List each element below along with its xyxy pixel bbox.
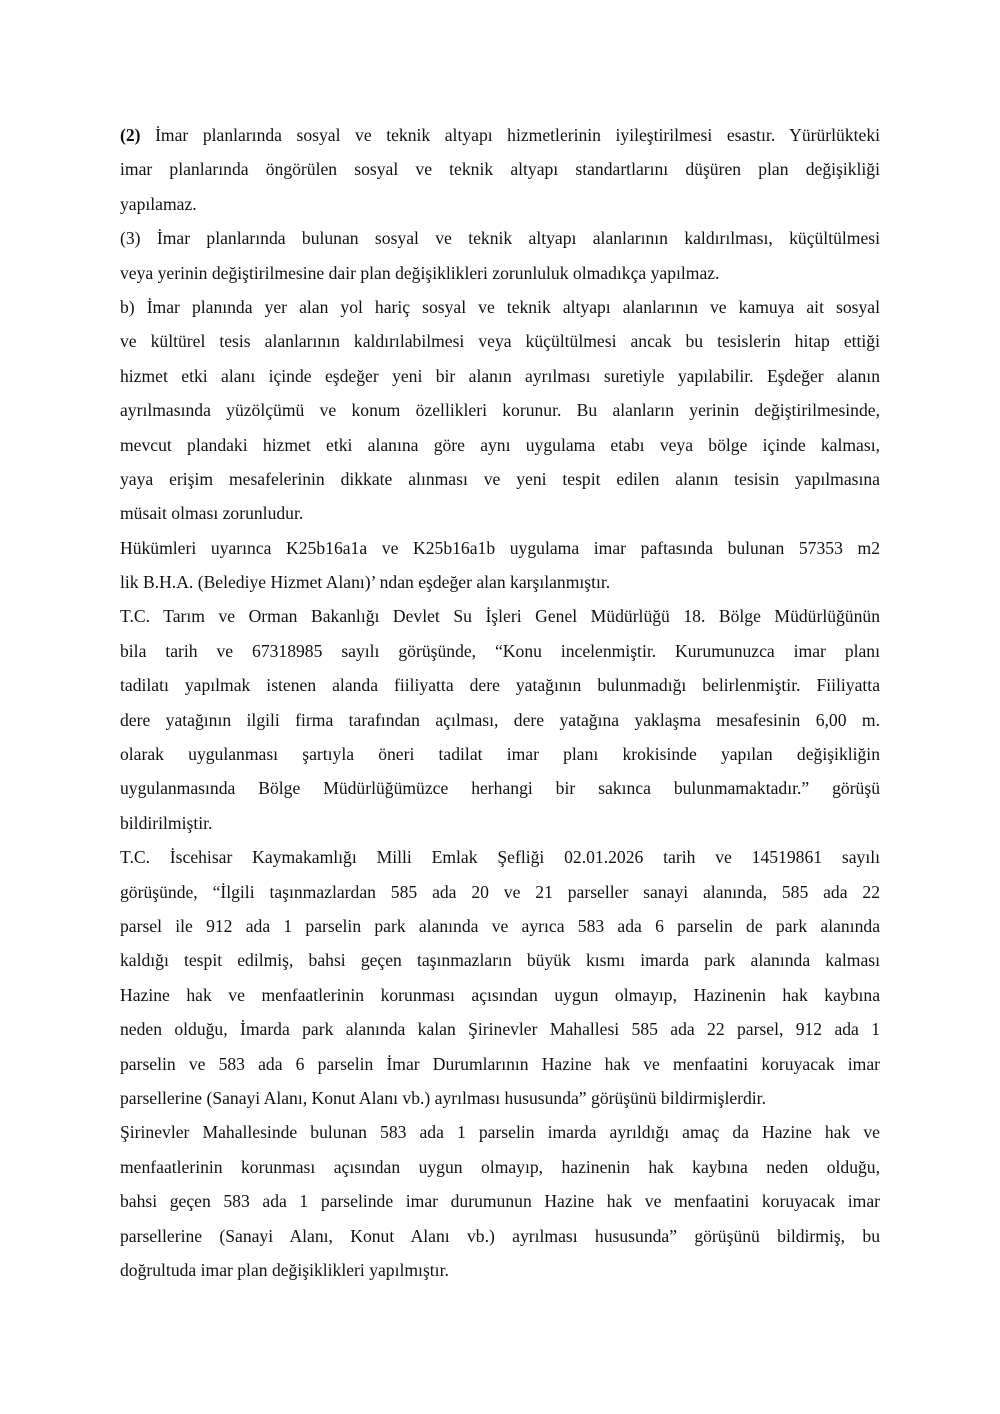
paragraph-article-2 xyxy=(120,118,880,221)
paragraph-bha-compensation xyxy=(120,531,880,600)
text-line: mevcut plandaki hizmet etki alanına göre aynı uygulama etabı veya bölge içinde kalması, xyxy=(120,434,880,455)
text-line: parselin ve 583 ada 6 parselin İmar Durumlarının Hazine hak ve menfaatini koruyacak imar xyxy=(120,1053,880,1074)
text-line: neden olduğu, İmarda park alanında kalan Şirinevler Mahallesi 585 ada 22 parsel, 912 ada 1 xyxy=(120,1019,880,1040)
text-line: T.C. Tarım ve Orman Bakanlığı Devlet Su İşleri Genel Müdürlüğü 18. Bölge Müdürlüğünün xyxy=(120,606,880,627)
paragraph-milli-emlak-opinion xyxy=(120,840,880,1115)
text-line: parsellerine (Sanayi Alanı, Konut Alanı vb.) ayrılması hususunda” görüşünü bildirmiş, bu xyxy=(120,1225,880,1246)
text-line: Şirinevler Mahallesinde bulunan 583 ada 1 parselin imarda ayrıldığı amaç da Hazine hak ve xyxy=(120,1122,880,1143)
paragraph-sirinevler-conclusion xyxy=(120,1115,880,1287)
text-line: parsellerine (Sanayi Alanı, Konut Alanı vb.) ayrılması hususunda” görüşünü bildirmişlerdir. xyxy=(120,1087,766,1108)
text-line: lik B.H.A. (Belediye Hizmet Alanı)’ ndan eşdeğer alan karşılanmıştır. xyxy=(120,572,611,593)
text-line: b) İmar planında yer alan yol hariç sosyal ve teknik altyapı alanlarının ve kamuya ait sosyal xyxy=(120,296,880,317)
text-line: (2) İmar planlarında sosyal ve teknik altyapı hizmetlerinin iyileştirilmesi esastır. Yürürlükteki xyxy=(120,125,880,145)
text-line: Hükümleri uyarınca K25b16a1a ve K25b16a1b uygulama imar paftasında bulunan 57353 m2 xyxy=(120,537,880,558)
text-line: T.C. İscehisar Kaymakamlığı Milli Emlak Şefliği 02.01.2026 tarih ve 14519861 sayılı xyxy=(120,847,880,868)
paragraph-clause-b xyxy=(120,290,880,531)
text-line: olarak uygulanması şartıyla öneri tadilat imar planı krokisinde yapılan değişikliğin xyxy=(120,744,880,765)
text-line: yaya erişim mesafelerinin dikkate alınması ve yeni tespit edilen alanın tesisin yapılmasına xyxy=(120,468,880,489)
text-line: parsel ile 912 ada 1 parselin park alanında ve ayrıca 583 ada 6 parselin de park alanında xyxy=(120,915,880,936)
text-line: ayrılmasında yüzölçümü ve konum özellikleri korunur. Bu alanların yerinin değiştirilmesinde, xyxy=(120,400,880,421)
text-line: bildirilmiştir. xyxy=(120,812,213,833)
text-line: ve kültürel tesis alanlarının kaldırılabilmesi veya küçültülmesi ancak bu tesislerin hitap ettiği xyxy=(120,331,880,352)
text-line: yapılamaz. xyxy=(120,193,197,214)
text-line: bahsi geçen 583 ada 1 parselinde imar durumunun Hazine hak ve menfaatini koruyacak imar xyxy=(120,1191,880,1212)
text-line: uygulanmasında Bölge Müdürlüğümüzce herhangi bir sakınca bulunmamaktadır.” görüşü xyxy=(120,778,880,799)
text-line: dere yatağının ilgili firma tarafından açılması, dere yatağına yaklaşma mesafesinin 6,00 m. xyxy=(120,709,880,730)
text-line: doğrultuda imar plan değişiklikleri yapılmıştır. xyxy=(120,1259,449,1280)
article-number: (2) xyxy=(120,125,141,145)
document-page xyxy=(120,118,880,1287)
text-line: (3) İmar planlarında bulunan sosyal ve teknik altyapı alanlarının kaldırılması, küçültülmesi xyxy=(120,228,880,249)
text-line: tadilatı yapılmak istenen alanda fiiliyatta dere yatağının bulunmadığı belirlenmiştir. Fiiliyatta xyxy=(120,675,880,696)
text-line: imar planlarında öngörülen sosyal ve teknik altyapı standartlarını düşüren plan değişikliği xyxy=(120,159,880,180)
text-line: görüşünde, “İlgili taşınmazlardan 585 ada 20 ve 21 parseller sanayi alanında, 585 ada 22 xyxy=(120,881,880,902)
text-line: bila tarih ve 67318985 sayılı görüşünde, “Konu incelenmiştir. Kurumunuzca imar planı xyxy=(120,640,880,661)
paragraph-article-3 xyxy=(120,221,880,290)
text-line: hizmet etki alanı içinde eşdeğer yeni bir alanın ayrılması suretiyle yapılabilir. Eşdeğer alanın xyxy=(120,365,880,386)
text-line: Hazine hak ve menfaatlerinin korunması açısından uygun olmayıp, Hazinenin hak kaybına xyxy=(120,984,880,1005)
text-line: veya yerinin değiştirilmesine dair plan değişiklikleri zorunluluk olmadıkça yapılmaz. xyxy=(120,262,720,283)
text-line: müsait olması zorunludur. xyxy=(120,503,304,524)
text-line: kaldığı tespit edilmiş, bahsi geçen taşınmazların büyük kısmı imarda park alanında kalması xyxy=(120,950,880,971)
text-line: menfaatlerinin korunması açısından uygun olmayıp, hazinenin hak kaybına neden olduğu, xyxy=(120,1156,880,1177)
paragraph-dsi-opinion xyxy=(120,599,880,840)
